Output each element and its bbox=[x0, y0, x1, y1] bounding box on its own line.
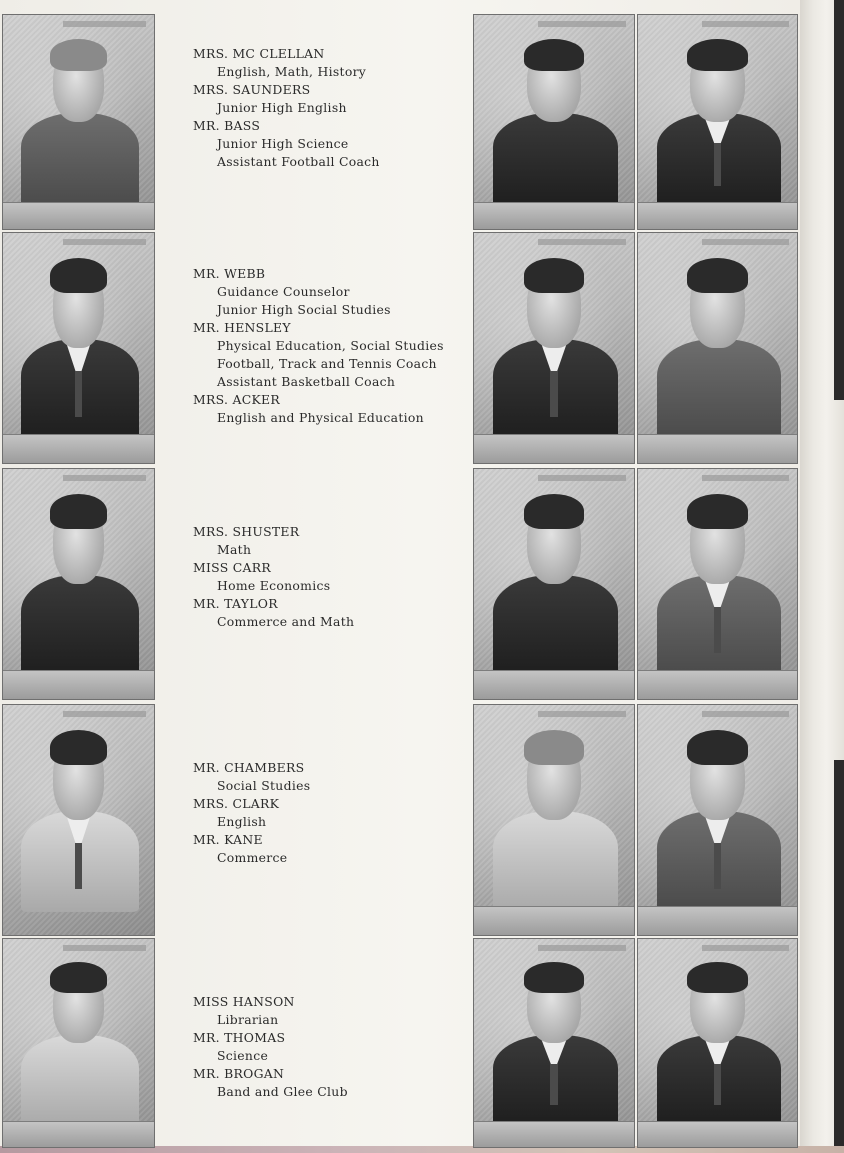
portrait-taylor bbox=[637, 468, 798, 700]
teacher-name: MR. BASS bbox=[193, 118, 261, 133]
teacher-role: Assistant Football Coach bbox=[217, 154, 380, 169]
portrait-hanson bbox=[2, 938, 155, 1148]
teacher-name: MRS. CLARK bbox=[193, 796, 280, 811]
teacher-name: MR. BROGAN bbox=[193, 1066, 285, 1081]
teacher-role: Assistant Basketball Coach bbox=[217, 374, 396, 389]
portrait-hensley bbox=[473, 232, 635, 464]
binding-shadow-bottom bbox=[834, 760, 844, 1146]
portrait-carr bbox=[473, 468, 635, 700]
portrait-clark bbox=[473, 704, 635, 936]
caption-block-row-4 bbox=[193, 759, 463, 867]
teacher-role: English bbox=[217, 814, 267, 829]
caption-block-row-3 bbox=[193, 523, 463, 631]
portrait-chambers bbox=[2, 704, 155, 936]
portrait-mc-clellan bbox=[2, 14, 155, 230]
portrait-bass bbox=[637, 14, 798, 230]
teacher-name: MR. CHAMBERS bbox=[193, 760, 305, 775]
caption-block-row-5 bbox=[193, 993, 463, 1101]
teacher-role: Junior High English bbox=[217, 100, 347, 115]
teacher-name: MRS. ACKER bbox=[193, 392, 280, 407]
teacher-name: MISS HANSON bbox=[193, 994, 295, 1009]
portrait-webb bbox=[2, 232, 155, 464]
teacher-role: English and Physical Education bbox=[217, 410, 424, 425]
teacher-name: MR. KANE bbox=[193, 832, 263, 847]
teacher-role: Librarian bbox=[217, 1012, 279, 1027]
teacher-role: Guidance Counselor bbox=[217, 284, 350, 299]
caption-block-row-2 bbox=[193, 265, 463, 427]
teacher-role: Social Studies bbox=[217, 778, 311, 793]
teacher-role: Home Economics bbox=[217, 578, 331, 593]
portrait-thomas bbox=[473, 938, 635, 1148]
teacher-name: MRS. SAUNDERS bbox=[193, 82, 311, 97]
teacher-role: Commerce bbox=[217, 850, 288, 865]
teacher-role: Physical Education, Social Studies bbox=[217, 338, 444, 353]
teacher-role: Band and Glee Club bbox=[217, 1084, 348, 1099]
teacher-name: MR. THOMAS bbox=[193, 1030, 286, 1045]
teacher-role: Commerce and Math bbox=[217, 614, 355, 629]
caption-block-row-1 bbox=[193, 45, 463, 171]
portrait-brogan bbox=[637, 938, 798, 1148]
teacher-name: MRS. MC CLELLAN bbox=[193, 46, 325, 61]
portrait-acker bbox=[637, 232, 798, 464]
teacher-name: MR. HENSLEY bbox=[193, 320, 291, 335]
teacher-role: Junior High Social Studies bbox=[217, 302, 391, 317]
binding-shadow-top bbox=[834, 0, 844, 400]
teacher-name: MRS. SHUSTER bbox=[193, 524, 300, 539]
teacher-role: Junior High Science bbox=[217, 136, 349, 151]
portrait-saunders bbox=[473, 14, 635, 230]
teacher-role: Math bbox=[217, 542, 252, 557]
teacher-name: MR. WEBB bbox=[193, 266, 266, 281]
teacher-role: Football, Track and Tennis Coach bbox=[217, 356, 437, 371]
teacher-role: English, Math, History bbox=[217, 64, 367, 79]
portrait-kane bbox=[637, 704, 798, 936]
teacher-name: MISS CARR bbox=[193, 560, 272, 575]
teacher-name: MR. TAYLOR bbox=[193, 596, 278, 611]
portrait-shuster bbox=[2, 468, 155, 700]
teacher-role: Science bbox=[217, 1048, 269, 1063]
